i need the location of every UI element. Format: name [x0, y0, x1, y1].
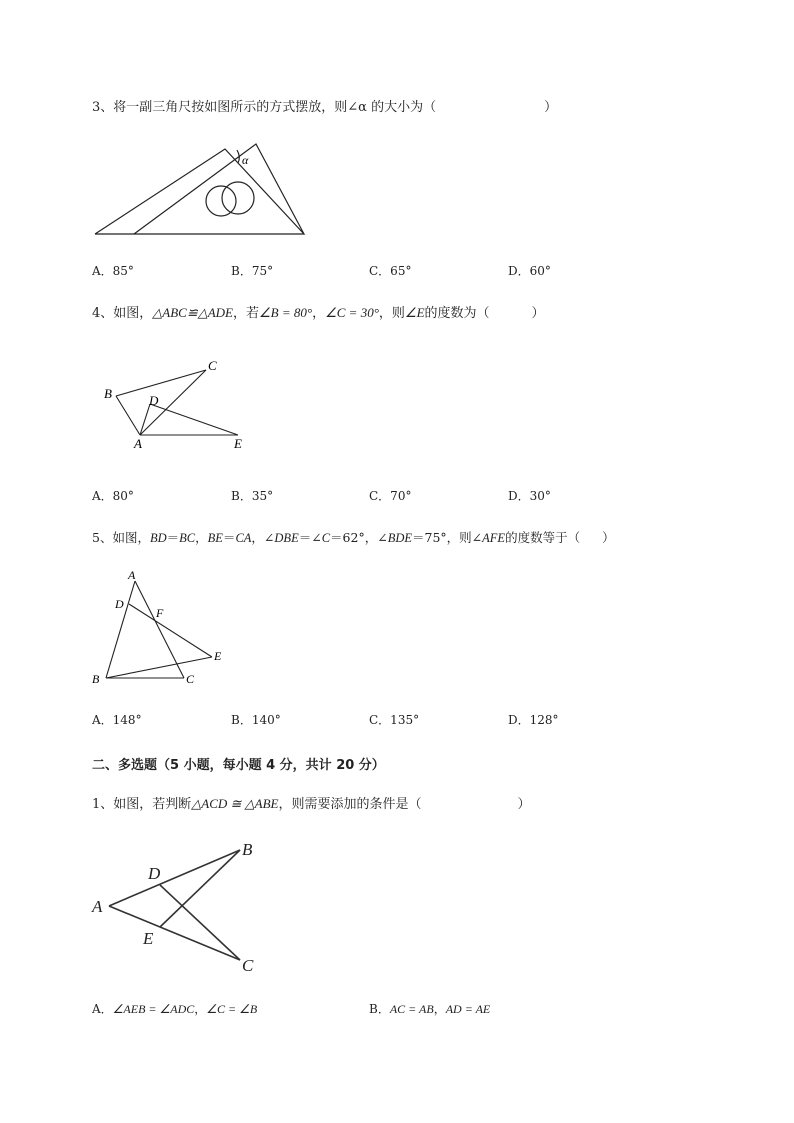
m1-figure: [88, 835, 278, 975]
q3-triangle-ruler-2: [134, 144, 304, 234]
q5-option-c[interactable]: C．135°: [369, 713, 420, 727]
q4-label-d: D: [149, 393, 159, 408]
q3-close: ）: [544, 100, 558, 115]
section-2-title: 二、多选题（5 小题，每小题 4 分，共计 20 分）: [92, 758, 385, 773]
q4-comma: ，: [312, 306, 326, 321]
q3-stem-line: [92, 99, 557, 117]
q5-dbe: DBE: [274, 531, 299, 545]
q5-segment-ab: [106, 581, 135, 678]
m1-option-a-cond-2: ∠C = ∠B: [206, 1002, 258, 1016]
q5-bc: BC: [179, 531, 196, 545]
m1-option-b-prefix: B．: [369, 1002, 390, 1016]
q5-figure: [88, 565, 238, 695]
q5-number: 5、如图，: [92, 530, 150, 545]
q4-text-then: ，则: [378, 306, 405, 321]
q4-option-c[interactable]: C．70°: [369, 489, 412, 503]
m1-segment-dc: [160, 885, 240, 960]
q4-segment-de: [150, 404, 238, 435]
q3-option-c[interactable]: C．65°: [369, 264, 412, 278]
m1-label-b: B: [242, 840, 253, 859]
m1-segment-eb: [160, 850, 240, 927]
m1-option-b-sep: ，: [433, 1002, 446, 1016]
m1-label-e: E: [143, 929, 154, 948]
q5-eq-angle: ＝∠: [298, 530, 322, 545]
q5-segment-de: [129, 604, 212, 657]
q4-figure: [100, 355, 260, 455]
q5-value-62: ＝62°，∠: [330, 530, 388, 545]
q4-option-a[interactable]: A．80°: [92, 489, 134, 503]
m1-close: ）: [517, 797, 531, 812]
q5-eq-2: ＝: [222, 530, 236, 545]
q5-eq-1: ＝: [166, 530, 180, 545]
q5-option-b[interactable]: B．140°: [231, 713, 281, 727]
q4-stem-line: [92, 304, 545, 323]
q4-angle-c: ∠C = 30°: [325, 305, 379, 320]
q5-segment-be: [106, 657, 212, 678]
q5-ca: CA: [235, 531, 252, 545]
q4-text-if: ，若: [233, 306, 260, 321]
q5-text-degree: 的度数等于（: [505, 530, 581, 545]
q4-segment-ba: [116, 396, 140, 435]
q5-label-b: B: [92, 672, 100, 686]
q5-bde: BDE: [387, 531, 412, 545]
q4-number: 4、如图，: [92, 306, 153, 321]
q5-bd: BD: [149, 531, 167, 545]
q3-circle-right: [222, 182, 254, 214]
q5-option-a[interactable]: A．148°: [92, 713, 142, 727]
m1-label-c: C: [242, 956, 254, 975]
q5-afe: AFE: [482, 531, 506, 545]
q5-label-c: C: [186, 672, 195, 686]
q4-option-d[interactable]: D．30°: [508, 489, 551, 503]
q3-figure: [90, 140, 320, 240]
q4-angle-e: ∠E: [404, 305, 425, 320]
q4-close: ）: [531, 306, 545, 321]
q4-angle-b: ∠B = 80°: [259, 305, 313, 320]
q4-text-degree: 的度数为（: [424, 306, 490, 321]
m1-label-d: D: [148, 864, 161, 883]
q3-option-d[interactable]: D．60°: [508, 264, 551, 278]
q5-option-d[interactable]: D．128°: [508, 713, 559, 727]
q4-label-e: E: [234, 436, 242, 451]
q4-label-a: A: [134, 436, 142, 451]
q5-stem-line: [92, 529, 615, 547]
q5-close: ）: [602, 530, 615, 545]
q5-angle-sign-1: ，∠: [251, 530, 275, 545]
q5-value-75: ＝75°，则∠: [412, 530, 483, 545]
m1-option-a-cond-1: ∠AEB = ∠ADC: [112, 1002, 195, 1016]
q4-congruence: △ABC≌△ADE: [152, 305, 233, 320]
m1-stem-line: [92, 795, 531, 814]
q3-circle-left: [206, 186, 236, 216]
q4-label-c: C: [208, 358, 217, 373]
q3-triangle-ruler-1: [95, 149, 304, 234]
q5-label-d: D: [115, 597, 124, 611]
q5-label-a: A: [128, 568, 136, 582]
q3-label-alpha: α: [242, 153, 249, 167]
m1-option-a-sep: ，: [194, 1002, 207, 1016]
q4-label-b: B: [104, 386, 112, 401]
m1-option-a[interactable]: [92, 1001, 257, 1017]
q3-stem: 3、将一副三角尺按如图所示的方式摆放，则∠α 的大小为（: [92, 100, 437, 115]
q5-label-e: E: [214, 649, 222, 663]
m1-option-a-prefix: A．: [92, 1002, 113, 1016]
m1-label-a: A: [92, 897, 103, 916]
m1-number: 1、如图，若判断: [92, 797, 192, 812]
q5-be: BE: [207, 531, 223, 545]
m1-option-b-cond-1: AC = AB: [389, 1002, 434, 1016]
q5-label-f: F: [156, 606, 164, 620]
q3-option-b[interactable]: B．75°: [231, 264, 274, 278]
m1-option-b[interactable]: [369, 1001, 490, 1017]
q5-comma-1: ，: [195, 530, 208, 545]
q4-option-b[interactable]: B．35°: [231, 489, 274, 503]
m1-congruence: △ACD ≅ △ABE: [191, 796, 279, 811]
m1-text: ，则需要添加的条件是（: [278, 797, 422, 812]
m1-option-b-cond-2: AD = AE: [445, 1002, 491, 1016]
q5-c: C: [321, 531, 331, 545]
q3-option-a[interactable]: A．85°: [92, 264, 134, 278]
